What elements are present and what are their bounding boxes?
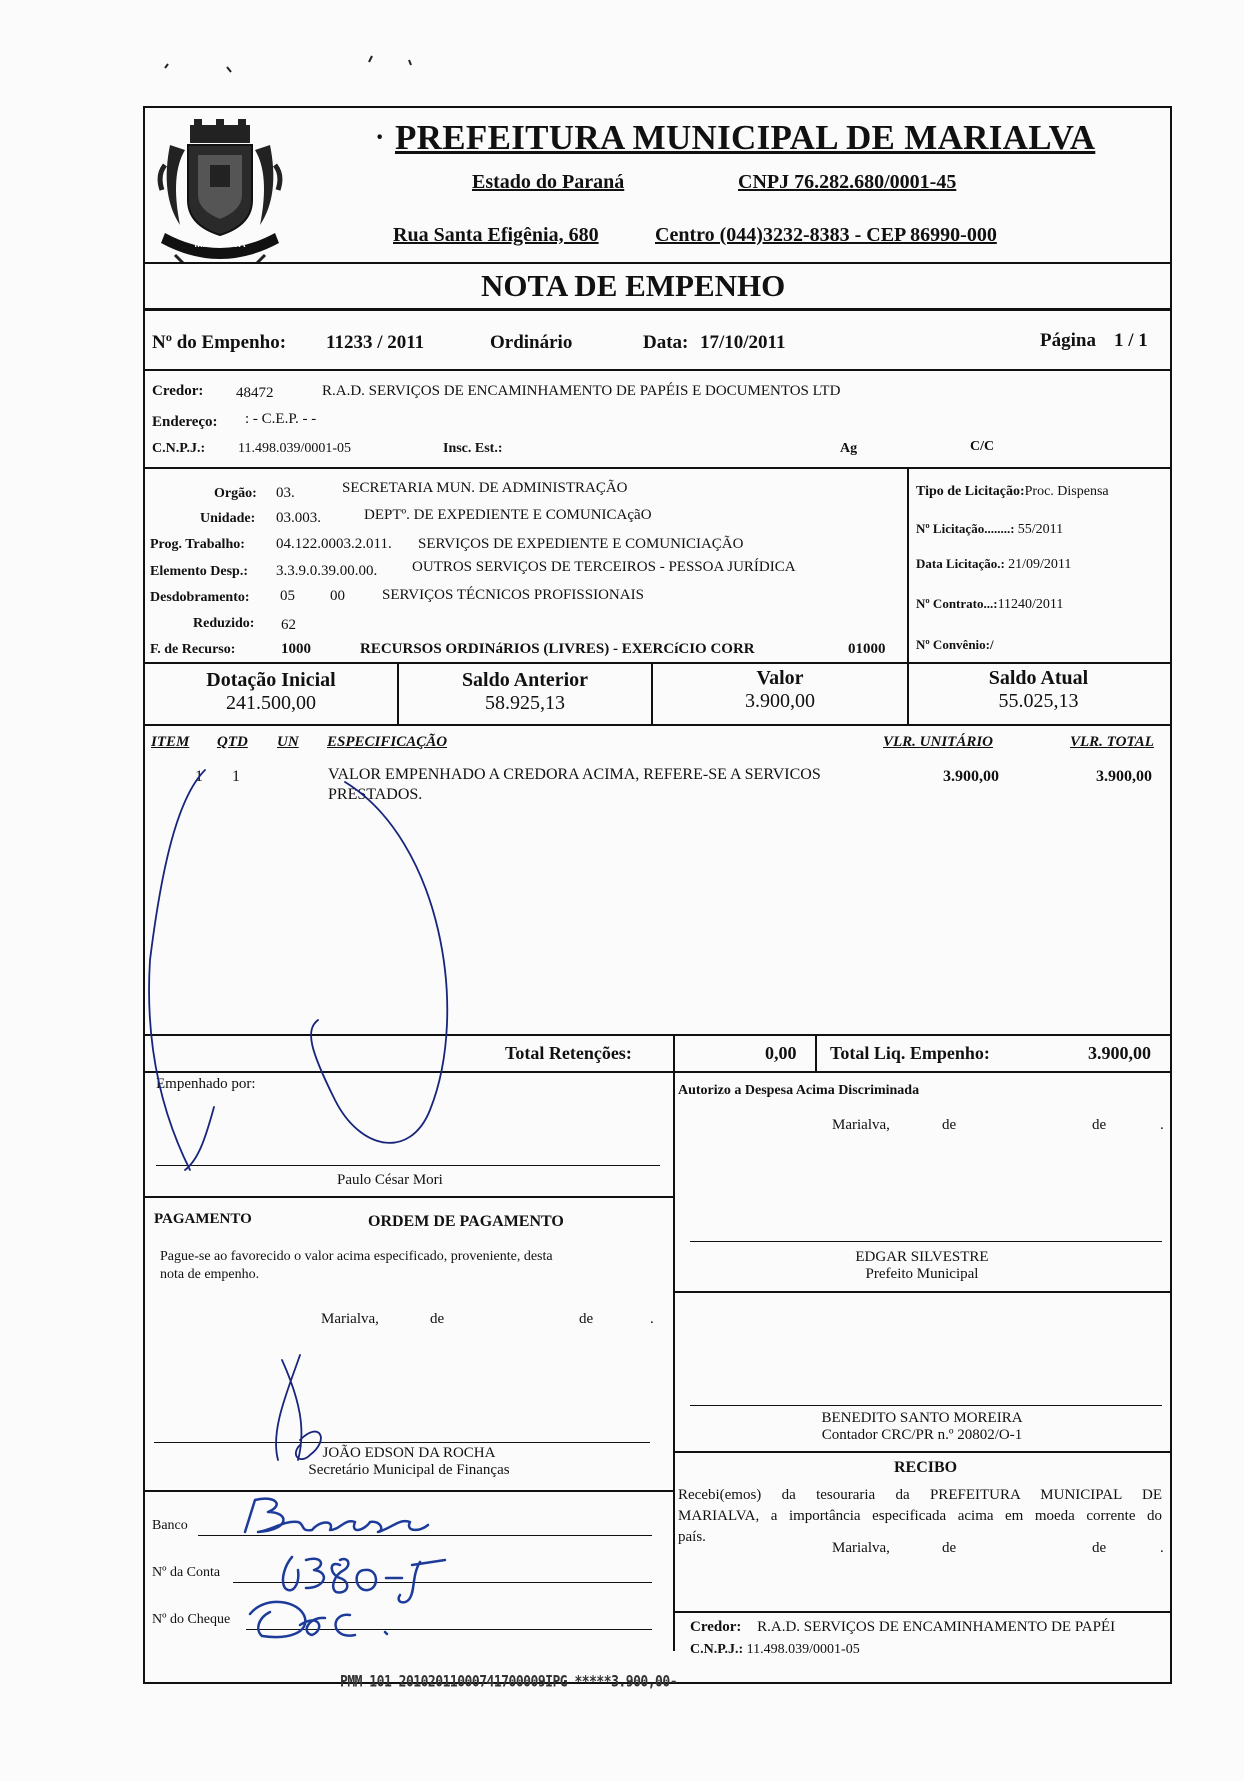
autorizo-de1: de <box>942 1117 957 1133</box>
desd-label: Desdobramento: <box>150 590 250 605</box>
cheque-label: Nº do Cheque <box>152 1612 231 1627</box>
desd-code2: 00 <box>330 588 345 604</box>
recibo-text-3: país. <box>678 1529 706 1545</box>
tipo-licitacao-value: Proc. Dispensa <box>1024 484 1109 499</box>
prog-label: Prog. Trabalho: <box>150 537 245 552</box>
item-number: 1 <box>195 768 203 785</box>
contador-role: Contador CRC/PR n.º 20802/O-1 <box>821 1427 1023 1443</box>
fonte-code: 1000 <box>281 641 311 657</box>
recibo-title: RECIBO <box>894 1459 958 1476</box>
desd-name: SERVIÇOS TÉCNICOS PROFISSIONAIS <box>382 587 644 603</box>
total-liq-value: 3.900,00 <box>1088 1043 1151 1063</box>
saldo-label: Saldo Atual <box>988 667 1089 689</box>
cc-label: C/C <box>970 439 995 454</box>
address-label: Endereço: <box>152 414 218 430</box>
col-espec: ESPECIFICAÇÃO <box>327 734 448 750</box>
data-licitacao-label: Data Licitação.: <box>916 556 1005 571</box>
pagamento-label: PAGAMENTO <box>154 1211 252 1227</box>
conta-label: Nº da Conta <box>152 1565 221 1580</box>
unidade-code: 03.003. <box>276 510 321 526</box>
tipo-licitacao-label-text: Tipo de Licitação: <box>916 484 1025 499</box>
col-qtd: QTD <box>217 734 248 750</box>
item-unit-value: 3.900,00 <box>943 768 999 785</box>
autorizo-de2: de <box>1092 1117 1107 1133</box>
page-label: Página <box>1040 330 1096 351</box>
prefeito-name-text: EDGAR SILVESTRE <box>855 1249 989 1265</box>
desd-code1: 05 <box>280 588 295 604</box>
credor-name: R.A.D. SERVIÇOS DE ENCAMINHAMENTO DE PAPÉIS E DOCUMENTOS LTD <box>322 383 841 399</box>
col-item: ITEM <box>151 734 190 750</box>
cnpj-label: C.N.P.J.: <box>152 441 206 456</box>
header-contact: Centro (044)3232-8383 - CEP 86990-000 <box>655 224 997 246</box>
fonte-name: RECURSOS ORDINáRIOS (LIVRES) - EXERCíCIO CORR <box>360 641 755 657</box>
col-vlr-total: VLR. TOTAL <box>1070 734 1154 750</box>
col-vlr-unit: VLR. UNITÁRIO <box>883 734 994 750</box>
saldo-value: 55.025,13 <box>998 690 1079 712</box>
empenho-number: 11233 / 2011 <box>326 332 425 353</box>
prog-name: SERVIÇOS DE EXPEDIENTE E COMUNICIAÇÃO <box>418 536 744 552</box>
reduzido-code: 62 <box>281 617 296 633</box>
elem-label: Elemento Desp.: <box>150 564 248 579</box>
contrato-value: 11240/2011 <box>997 597 1064 612</box>
item-desc-line2: PRESTADOS. <box>328 786 423 803</box>
saldo-label: Dotação Inicial <box>206 669 336 691</box>
prefeito-role: Prefeito Municipal <box>865 1266 979 1282</box>
pagamento-signer-name: JOÃO EDSON DA ROCHA <box>322 1445 496 1461</box>
recibo-cnpj-label: C.N.P.J.: <box>690 1642 744 1657</box>
item-desc-line1: VALOR EMPENHADO A CREDORA ACIMA, REFERE-SE A SERVICOS <box>328 766 821 783</box>
credor-cnpj: 11.498.039/0001-05 <box>238 441 352 456</box>
recibo-text-2: MARIALVA, a importância especificada acima em moeda corrente do <box>678 1508 1162 1524</box>
saldo-label: Valor <box>756 667 804 689</box>
pagamento-text-2: nota de empenho. <box>160 1267 260 1282</box>
credor-code: 48472 <box>236 385 274 401</box>
pagamento-de2: de <box>579 1311 594 1327</box>
item-qtd: 1 <box>232 768 240 785</box>
page-number: 1 / 1 <box>1114 330 1148 351</box>
page-title: PREFEITURA MUNICIPAL DE MARIALVA <box>395 118 1096 157</box>
total-liq-label: Total Liq. Empenho: <box>830 1043 990 1063</box>
contrato-label: Nº Contrato...: <box>916 596 998 611</box>
unidade-name: DEPTº. DE EXPEDIENTE E COMUNICAçãO <box>364 507 652 523</box>
header-cnpj: CNPJ 76.282.680/0001-45 <box>738 171 957 193</box>
recibo-text-1: Recebi(emos) da tesouraria da PREFEITURA MUNICIPAL DE <box>678 1487 1162 1503</box>
empenho-type: Ordinário <box>490 332 573 353</box>
item-total-value: 3.900,00 <box>1096 768 1152 785</box>
pagamento-text-1: Pague-se ao favorecido o valor acima especificado, proveniente, desta <box>160 1249 553 1264</box>
num-licitacao-label: Nº Licitação........: <box>916 521 1015 536</box>
pagamento-dot: . <box>650 1311 654 1327</box>
recibo-dot: . <box>1160 1540 1164 1556</box>
orgao-label: Orgão: <box>214 486 257 501</box>
recibo-credor-label: Credor: <box>690 1619 742 1635</box>
orgao-code: 03. <box>276 485 295 501</box>
header-address: Rua Santa Efigênia, 680 <box>393 224 599 246</box>
footer-code: PMM 101 20102011000741700009IPG *****3.900,00- <box>340 1673 678 1692</box>
empenho-date-label: Data: <box>643 332 689 353</box>
state-label: Estado do Paraná <box>472 171 625 193</box>
credor-label: Credor: <box>152 383 204 399</box>
convenio-label: Nº Convênio:/ <box>916 637 994 652</box>
autorizo-dot: . <box>1160 1117 1164 1133</box>
credor-address: : - C.E.P. - - <box>245 411 317 427</box>
saldo-label: Saldo Anterior <box>461 669 589 691</box>
empenhado-signer: Paulo César Mori <box>337 1172 443 1188</box>
fonte-code2: 01000 <box>848 641 886 657</box>
autorizo-label: Autorizo a Despesa Acima Discriminada <box>678 1083 920 1098</box>
pagamento-signer-role: Secretário Municipal de Finanças <box>308 1462 510 1478</box>
recibo-place: Marialva, <box>832 1540 890 1556</box>
num-licitacao-value: 55/2011 <box>1017 522 1064 537</box>
elem-name: OUTROS SERVIÇOS DE TERCEIROS - PESSOA JURÍDICA <box>412 559 796 575</box>
recibo-credor-name: R.A.D. SERVIÇOS DE ENCAMINHAMENTO DE PAPÉI <box>757 1619 1116 1635</box>
col-un: UN <box>277 734 299 750</box>
svg-text:MARIALVA: MARIALVA <box>194 239 246 250</box>
orgao-name: SECRETARIA MUN. DE ADMINISTRAÇÃO <box>342 480 628 496</box>
prog-code: 04.122.0003.2.011. <box>276 536 392 552</box>
contador-name: BENEDITO SANTO MOREIRA <box>821 1410 1023 1426</box>
insc-label: Insc. Est.: <box>443 441 503 456</box>
empenho-date: 17/10/2011 <box>700 332 786 353</box>
data-licitacao-value: 21/09/2011 <box>1008 557 1072 572</box>
document-title: NOTA DE EMPENHO <box>481 268 786 303</box>
unidade-label: Unidade: <box>200 511 256 526</box>
recibo-de1: de <box>942 1540 957 1556</box>
empenhado-label: Empenhado por: <box>156 1076 256 1092</box>
banco-label: Banco <box>152 1518 188 1533</box>
saldo-value: 3.900,00 <box>745 690 815 712</box>
total-retencoes-label: Total Retenções: <box>505 1043 632 1063</box>
saldo-value: 58.925,13 <box>485 692 565 714</box>
recibo-cnpj-value: 11.498.039/0001-05 <box>746 1642 860 1657</box>
pagamento-place: Marialva, <box>321 1311 379 1327</box>
ordem-pagamento-label: ORDEM DE PAGAMENTO <box>368 1213 564 1230</box>
total-retencoes-value: 0,00 <box>765 1043 797 1063</box>
autorizo-place: Marialva, <box>832 1117 890 1133</box>
saldo-value: 241.500,00 <box>226 692 316 714</box>
elem-code: 3.3.9.0.39.00.00. <box>276 563 378 579</box>
recibo-de2: de <box>1092 1540 1107 1556</box>
empenho-number-label: Nº do Empenho: <box>152 332 287 353</box>
pagamento-de1: de <box>430 1311 445 1327</box>
header-dot: · <box>375 122 385 153</box>
reduzido-label: Reduzido: <box>193 616 255 631</box>
fonte-label: F. de Recurso: <box>150 642 236 657</box>
ag-label: Ag <box>840 441 858 456</box>
